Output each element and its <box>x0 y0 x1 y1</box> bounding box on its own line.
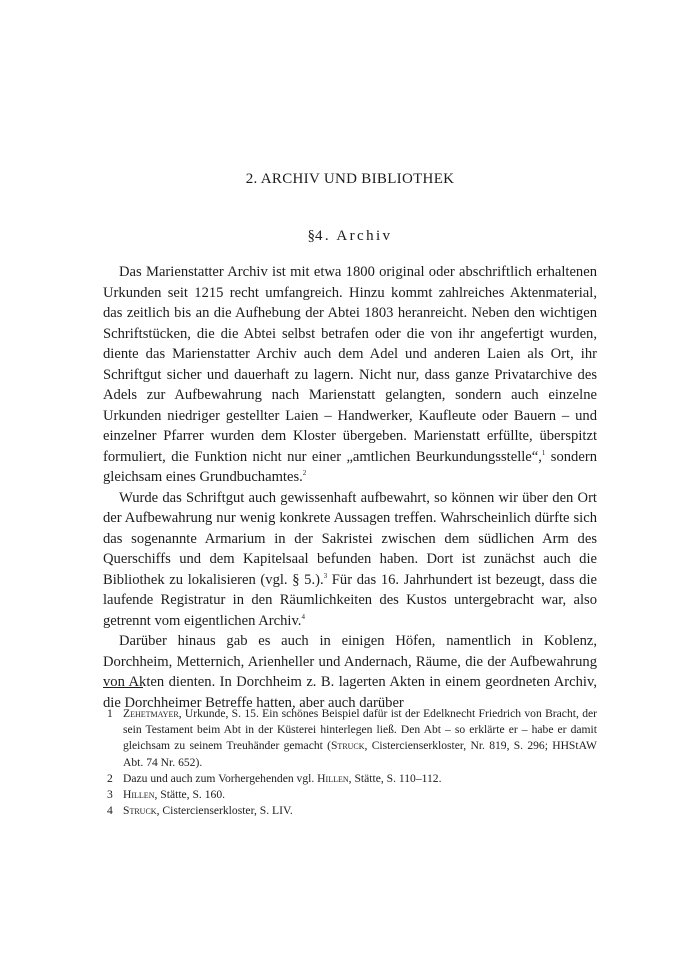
paragraph-1-text-a: Das Marienstatter Archiv ist mit etwa 1800 original oder abschriftlich erhaltenen Urkunden seit 1215 recht umfangreich. Hinzu kommt zahlreiches Aktenmaterial, das zeitlich bis an die Aufhebung der Abtei 1803 heranreicht. Neben den wichtigen Schriftstücken, die die Abtei selbst betrafen oder die von ihr angefertigt wurden, diente das Marienstatter Archiv auch dem Adel und anderen Laien als Ort, ihr Schriftgut sicher und dauerhaft zu lagern. Nicht nur, dass ganze Privatarchive des Adels zur Aufbewahrung nach Marienstatt gelangten, sondern auch einzelne Urkunden niedriger gestellter Laien – Handwerker, Kaufleute oder Bauern – und einzelner Pfarrer wurden dem Kloster übergeben. Marienstatt erfüllte, überspitzt formuliert, die Funktion nicht nur einer „amtlichen Beurkundungsstelle“, <box>103 264 597 465</box>
footnote-ref-2: 2 <box>302 469 307 478</box>
footnote-4 <box>103 803 597 819</box>
chapter-title: 2. ARCHIV UND BIBLIOTHEK <box>245 171 455 187</box>
paragraph-2-text-a: Wurde das Schriftgut auch gewissenhaft aufbewahrt, so können wir über den Ort der Aufbewahrung nur wenig konkrete Aussagen treffen. Wahrscheinlich dürfte sich das sogenannte Armarium in der Sakristei zwischen dem südlichen Arm des Querschiffs und dem Kapitelsaal befunden haben. Dort ist zunächst auch die Bibliothek zu lokalisieren (vgl. § 5.). <box>103 489 597 588</box>
footnote-1 <box>103 706 597 771</box>
footnote-3 <box>103 787 597 803</box>
footnote-number: 2 <box>107 771 113 785</box>
main-text <box>103 262 597 713</box>
footnote-number: 4 <box>107 804 113 818</box>
footnote-text: , Urkunde, S. 15. Ein schönes Beispiel dafür ist der Edelknecht Friedrich von Bracht, der sein Testament beim Abt in der Küsterei hinterlegen ließ. Den Abt – so erklärte er – habe er damit gleichsam zu seinem Treuhänder gemacht ( <box>123 707 597 753</box>
footnote-text: , Cistercienserkloster, S. LIV. <box>156 804 293 818</box>
footnote-ref-4: 4 <box>301 612 305 621</box>
paragraph-3-text: Darüber hinaus gab es auch in einigen Höfen, namentlich in Koblenz, Dorchheim, Metternich, Arienheller und Andernach, Räume, die der Aufbewahrung von Akten dienten. In Dorchheim z. B. lagerten Akten in einem geordneten Archiv, die Dorchheimer Betreffe hatten, aber auch darüber <box>103 633 597 711</box>
footnote-2 <box>103 771 597 787</box>
footnote-author: Hillen <box>317 771 349 785</box>
section-title <box>0 228 700 245</box>
paragraph-1-text-b: sondern gleichsam eines Grundbuchamtes. <box>103 448 597 485</box>
paragraph-1 <box>103 262 597 488</box>
footnote-rule <box>103 687 143 688</box>
footnote-author: Struck <box>330 739 365 753</box>
footnote-text: , Cistercienserkloster, Nr. 819, S. 296; HHStAW Abt. 74 Nr. 652). <box>123 739 597 769</box>
footnote-text: , Stätte, S. 110–112. <box>348 771 442 785</box>
paragraph-3 <box>103 631 597 713</box>
footnote-text: , Stätte, S. 160. <box>154 788 226 802</box>
footnote-author: Struck <box>123 804 157 818</box>
section-mark: § <box>307 228 316 244</box>
footnote-ref-3: 3 <box>323 571 328 580</box>
footnote-author: Zehetmayer <box>123 707 179 720</box>
section-title-text: 4. Archiv <box>315 228 393 244</box>
footnote-text: Dazu und auch zum Vorhergehenden vgl. <box>123 771 318 785</box>
footnote-number: 1 <box>107 707 113 720</box>
footnote-author: Hillen <box>123 788 155 802</box>
footnotes <box>103 706 597 819</box>
paragraph-2-text-b: Für das 16. Jahrhundert ist bezeugt, dass die laufende Registratur in den Räumlichkeiten des Kustos untergebracht war, also getrennt vom eigentlichen Archiv. <box>103 571 597 629</box>
paragraph-2 <box>103 488 597 632</box>
footnote-number: 3 <box>107 788 113 802</box>
footnote-ref-1: 1 <box>541 448 546 457</box>
